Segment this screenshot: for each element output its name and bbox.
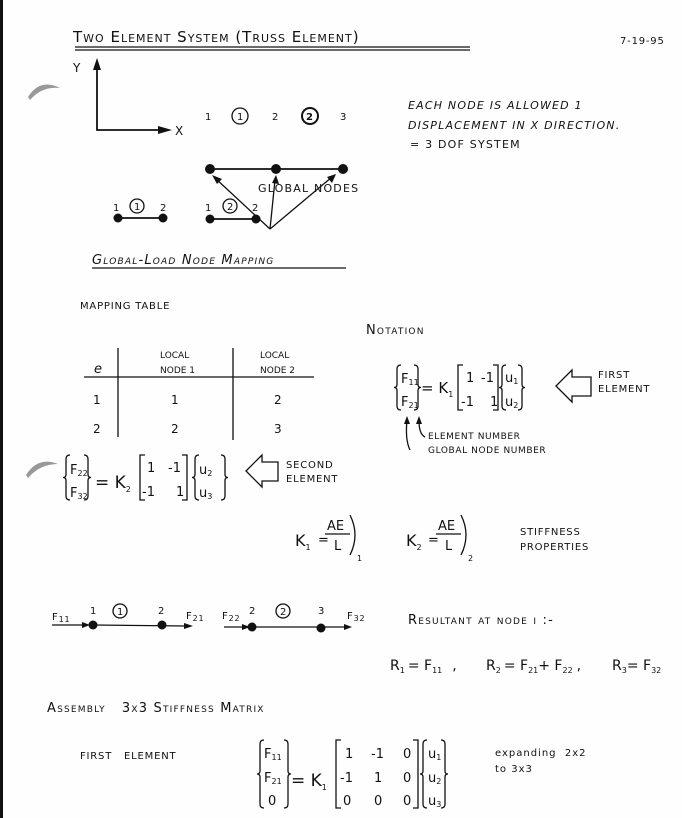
svg-text:0: 0 — [268, 794, 277, 809]
vector-brace — [192, 455, 199, 500]
svg-text:F21: F21 — [264, 771, 282, 786]
global-nodes-caption: GLOBAL NODES — [258, 182, 360, 195]
expanding-note: to 3x3 — [495, 764, 533, 775]
resultant-equations — [390, 658, 661, 675]
svg-text:K2: $K_2$ — [406, 531, 422, 552]
table-cell: 2 — [171, 422, 180, 436]
vector-brace — [257, 740, 264, 808]
svg-text:=: = — [428, 533, 439, 548]
vector-brace — [284, 740, 291, 808]
force-diagram-element-2 — [222, 604, 365, 633]
svg-text:= K2: = $K_2$ — [95, 473, 131, 494]
annotation-element-number: ELEMENT NUMBER — [428, 432, 521, 442]
node-label: 2 — [272, 112, 280, 123]
svg-text:1: 1 — [357, 554, 363, 563]
svg-text:PROPERTIES: PROPERTIES — [520, 542, 590, 553]
svg-text:1: 1 — [374, 771, 383, 786]
punch-hole — [28, 85, 60, 100]
vector-brace — [394, 365, 401, 410]
table-cell: 1 — [93, 393, 102, 407]
svg-text:AE: AE — [438, 519, 456, 534]
notation-heading: Notation — [366, 323, 425, 338]
local-element-1 — [113, 199, 168, 223]
hollow-arrow-icon — [246, 455, 278, 487]
mapping-table — [80, 301, 314, 440]
x-axis-label: X — [175, 124, 185, 138]
vector-brace — [221, 455, 228, 500]
svg-text:F21: $F_{21}$ — [186, 611, 205, 623]
table-header-e: e — [94, 362, 102, 377]
svg-text:= 3 DOF SYSTEM: = 3 DOF SYSTEM — [410, 138, 521, 151]
svg-text:LOCAL: LOCAL — [260, 351, 290, 361]
node-label: 3 — [340, 112, 348, 123]
svg-text:3: 3 — [318, 606, 326, 617]
svg-text:0: 0 — [403, 747, 412, 762]
page-title: Two Element System (Truss Element) — [73, 28, 360, 46]
svg-text:F22: $F_{22}$ — [222, 611, 241, 623]
node-dot — [205, 164, 215, 174]
svg-text:F22: F22 — [70, 463, 88, 478]
svg-text:1: 1 — [117, 607, 125, 618]
svg-text:R2= F21+ F22,: $R_2 = F_{21}+ F_{22}$ , — [486, 658, 582, 675]
svg-text:u2: u2 — [505, 395, 519, 410]
annotation-global-node-number: GLOBAL NODE NUMBER — [428, 446, 547, 456]
svg-text:0: 0 — [343, 794, 352, 809]
mapping-heading: Global-Load Node Mapping — [92, 253, 275, 268]
svg-text:-1: -1 — [340, 771, 353, 786]
element-label: 1 — [237, 112, 245, 123]
expanding-note: expanding 2x2 — [495, 748, 587, 759]
svg-text:-1: -1 — [371, 747, 384, 762]
svg-text:R1= F11,: $R_1 = F_{11}$ , — [390, 658, 457, 675]
node-dot — [271, 164, 281, 174]
svg-text:L: L — [334, 539, 342, 554]
svg-text:2: 2 — [280, 607, 288, 618]
vector-brace — [63, 455, 70, 500]
svg-text:1: 1 — [490, 395, 499, 410]
svg-text:1: 1 — [176, 485, 185, 500]
svg-text:STIFFNESS: STIFFNESS — [520, 527, 581, 538]
punch-hole — [26, 462, 58, 478]
svg-text:ELEMENT: ELEMENT — [286, 474, 339, 485]
svg-text:AE: AE — [327, 519, 345, 534]
svg-text:= K1: = $K_1$ — [291, 771, 327, 792]
second-element-equation — [63, 455, 338, 501]
first-element-label: FIRST ELEMENT — [80, 751, 177, 762]
svg-text:2: 2 — [252, 203, 260, 214]
svg-text:0: 0 — [403, 771, 412, 786]
svg-text:-1: -1 — [168, 461, 181, 476]
page-edge — [0, 0, 3, 818]
svg-text:L: L — [445, 539, 453, 554]
svg-text:ELEMENT: ELEMENT — [598, 384, 651, 395]
svg-text:1: 1 — [205, 203, 213, 214]
svg-text:=: = — [318, 533, 329, 548]
svg-text:SECOND: SECOND — [286, 460, 334, 471]
svg-text:1: 1 — [113, 203, 121, 214]
node-label: 1 — [205, 112, 213, 123]
svg-text:0: 0 — [403, 794, 412, 809]
svg-text:1: 1 — [90, 606, 98, 617]
hollow-arrow-icon — [556, 370, 591, 402]
node-dot — [338, 164, 348, 174]
svg-text:F11: F11 — [401, 372, 419, 387]
y-axis-label: Y — [73, 61, 82, 75]
svg-text:1: 1 — [345, 747, 354, 762]
notation-equation — [394, 365, 650, 456]
svg-text:1: 1 — [147, 461, 156, 476]
table-cell: 3 — [274, 422, 283, 436]
svg-text:DISPLACEMENT IN X DIRECTION.: DISPLACEMENT IN X DIRECTION. — [408, 119, 621, 132]
svg-text:FIRST: FIRST — [598, 370, 631, 381]
svg-text:K1: $K_1$ — [295, 531, 311, 552]
svg-text:u2: u2 — [199, 463, 213, 478]
svg-text:R3= F32: $R_3= F_{32}$ — [612, 658, 662, 675]
vector-brace — [441, 740, 448, 808]
matrix-bracket — [413, 740, 418, 808]
svg-text:u1: u1 — [505, 371, 519, 386]
svg-text:-1: -1 — [461, 395, 474, 410]
svg-text:F11: $F_{11}$ — [52, 612, 71, 624]
svg-text:1: 1 — [134, 202, 142, 213]
svg-text:u1: u1 — [428, 747, 442, 762]
table-cell: 2 — [93, 422, 102, 436]
svg-text:F32: $F_{32}$ — [347, 611, 366, 623]
resultant-heading: Resultant at node i :- — [408, 613, 555, 628]
coordinate-axes — [72, 58, 184, 138]
svg-text:F32: F32 — [70, 486, 88, 501]
assembly-equation — [257, 740, 587, 809]
svg-text:F21: F21 — [401, 395, 419, 410]
assembly-heading: Assembly 3x3 Stiffness Matrix — [47, 701, 265, 716]
force-diagram-element-1 — [52, 604, 204, 630]
svg-text:2: 2 — [227, 202, 235, 213]
stiffness-properties — [295, 515, 589, 563]
svg-text:F11: F11 — [264, 747, 282, 762]
svg-text:u3: u3 — [199, 486, 213, 501]
dof-note — [408, 99, 620, 151]
vector-brace — [518, 365, 525, 410]
svg-text:LOCAL: LOCAL — [160, 351, 190, 361]
table-cell: 1 — [171, 393, 180, 407]
svg-text:1: 1 — [466, 371, 475, 386]
svg-text:2: 2 — [158, 606, 166, 617]
svg-text:-1: -1 — [481, 371, 494, 386]
svg-text:EACH NODE IS ALLOWED 1: EACH NODE IS ALLOWED 1 — [408, 99, 583, 112]
svg-text:NODE 1: NODE 1 — [160, 366, 196, 376]
svg-text:u3: u3 — [428, 794, 442, 809]
svg-text:-1: -1 — [142, 485, 155, 500]
vector-brace — [420, 740, 427, 808]
svg-text:2: 2 — [160, 203, 168, 214]
local-element-2 — [205, 199, 261, 224]
svg-text:NODE 2: NODE 2 — [260, 366, 296, 376]
svg-text:= K1: = $K_1$ — [421, 379, 454, 399]
svg-text:2: 2 — [468, 554, 474, 563]
table-title: MAPPING TABLE — [80, 301, 171, 312]
svg-text:2: 2 — [249, 606, 257, 617]
date: 7-19-95 — [620, 36, 665, 47]
element-label: 2 — [306, 112, 314, 123]
svg-text:u2: u2 — [428, 771, 442, 786]
svg-text:0: 0 — [374, 794, 383, 809]
table-cell: 2 — [274, 393, 283, 407]
